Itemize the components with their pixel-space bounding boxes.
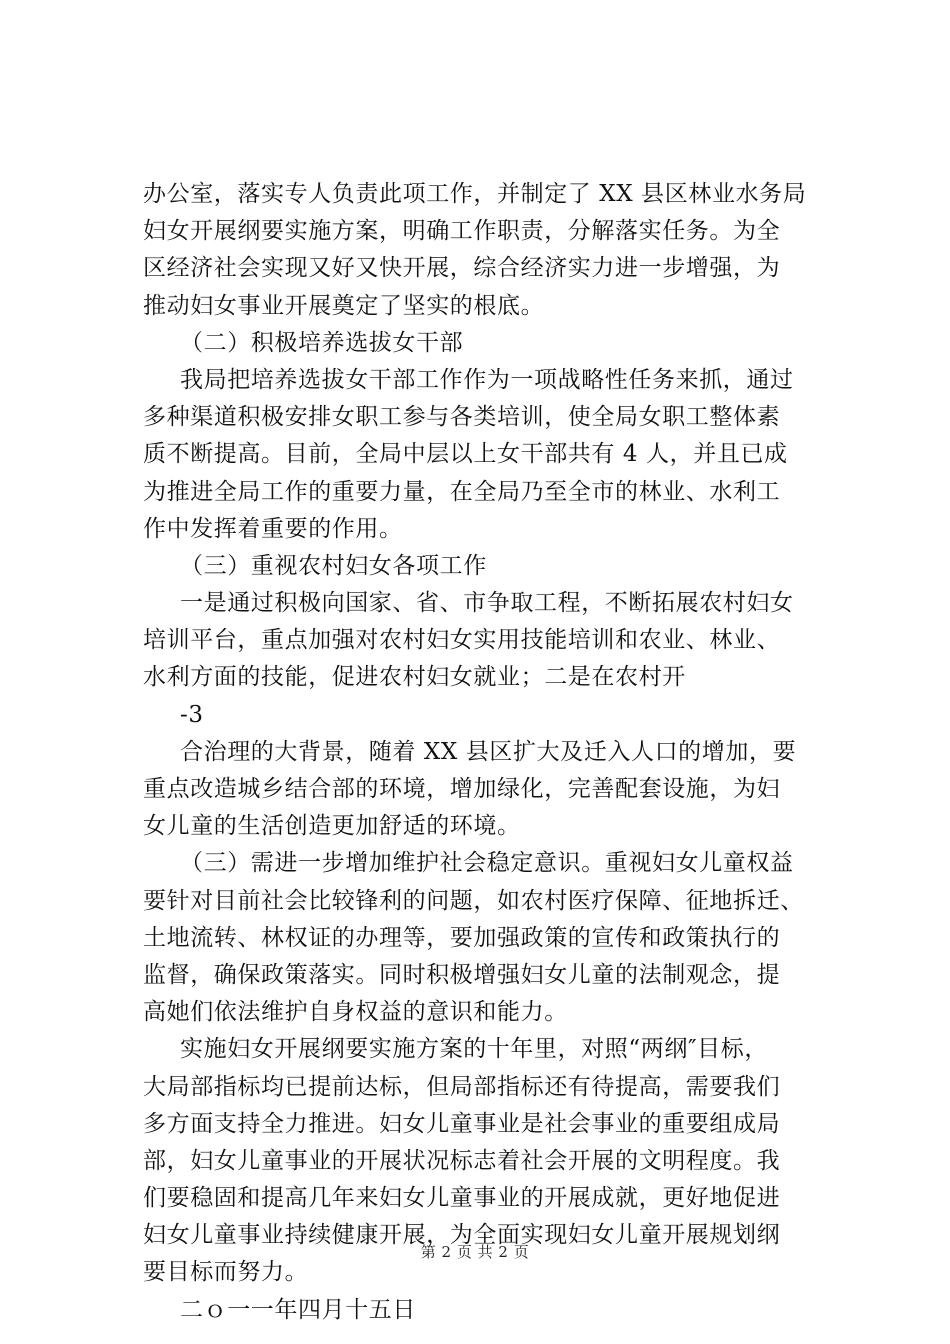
paragraph-line: 要针对目前社会比较锋利的问题，如农村医疗保障、征地拆迁、 — [143, 887, 804, 914]
paragraph-line: 妇女儿童事业持续健康开展，为全面实现妇女儿童开展规划纲 — [143, 1222, 781, 1249]
document-date: 二ｏ一一年四月十五日 — [180, 1296, 416, 1323]
paragraph-line: 多方面支持全力推进。妇女儿童事业是社会事业的重要组成局 — [143, 1110, 781, 1137]
paragraph-line: 们要稳固和提高几年来妇女儿童事业的开展成就，更好地促进 — [143, 1185, 781, 1212]
paragraph-line: 一是通过积极向国家、省、市争取工程，不断拓展农村妇女 — [180, 590, 794, 617]
paragraph-line: 实施妇女开展纲要实施方案的十年里，对照“两纲″目标， — [180, 1036, 768, 1063]
paragraph-line: 推动妇女事业开展奠定了坚实的根底。 — [143, 292, 545, 319]
paragraph-line: 土地流转、林权证的办理等，要加强政策的宣传和政策执行的 — [143, 924, 781, 951]
paragraph-line: 作中发挥着重要的作用。 — [143, 515, 403, 542]
paragraph-line: 监督，确保政策落实。同时积极增强妇女儿童的法制观念，提 — [143, 961, 781, 988]
paragraph-line: 为推进全局工作的重要力量，在全局乃至全市的林业、水利工 — [143, 478, 781, 505]
section-heading: （三）重视农村妇女各项工作 — [180, 552, 487, 579]
paragraph-line: 合治理的大背景，随着 XX 县区扩大及迁入人口的增加，要 — [180, 738, 797, 765]
paragraph-line: 办公室，落实专人负责此项工作，并制定了 XX 县区林业水务局 — [143, 181, 807, 207]
paragraph-line: 多种渠道积极安排女职工参与各类培训，使全局女职工整体素 — [143, 404, 781, 431]
paragraph-line: 重点改造城乡结合部的环境，增加绿化，完善配套设施，为妇 — [143, 776, 781, 802]
paragraph-line: （三）需进一步增加维护社会稳定意识。重视妇女儿童权益 — [180, 850, 794, 877]
paragraph-line: 水利方面的技能，促进农村妇女就业；二是在农村开 — [143, 664, 686, 691]
paragraph-line: 质不断提高。目前，全局中层以上女干部共有 4 人，并且已成 — [143, 441, 788, 468]
paragraph-line: 要目标而努力。 — [143, 1259, 309, 1286]
section-heading: （二）积极培养选拔女干部 — [180, 329, 464, 356]
paragraph-line: 高她们依法维护自身权益的意识和能力。 — [143, 999, 568, 1026]
paragraph-line: 妇女开展纲要实施方案，明确工作职责，分解落实任务。为全 — [143, 218, 781, 245]
paragraph-line: 大局部指标均已提前达标，但局部指标还有待提高，需要我们 — [143, 1073, 781, 1100]
document-body — [143, 176, 843, 1329]
page-break-marker: -3 — [180, 701, 204, 728]
page-number-footer: 第 2 页 共 2 页 — [420, 1243, 530, 1261]
paragraph-line: 培训平台，重点加强对农村妇女实用技能培训和农业、林业、 — [143, 627, 781, 654]
paragraph-line: 区经济社会实现又好又快开展，综合经济实力进一步增强，为 — [143, 255, 781, 282]
paragraph-line: 部，妇女儿童事业的开展状况标志着社会开展的文明程度。我 — [143, 1147, 781, 1174]
paragraph-line: 我局把培养选拔女干部工作作为一项战略性任务来抓，通过 — [180, 366, 794, 393]
paragraph-line: 女儿童的生活创造更加舒适的环境。 — [143, 813, 521, 840]
